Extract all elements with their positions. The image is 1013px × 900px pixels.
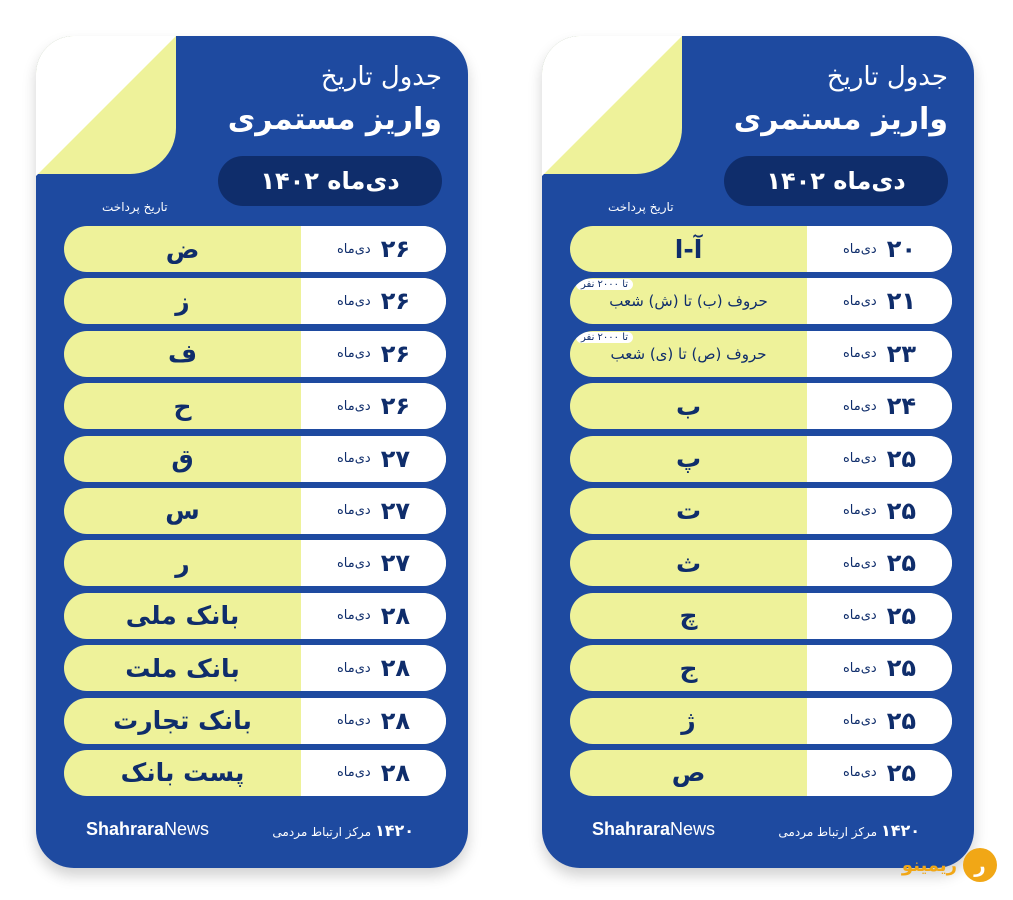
group-label-wrap (570, 278, 807, 324)
schedule-rows (64, 226, 446, 802)
schedule-row (64, 278, 446, 324)
group-label: ث (675, 548, 702, 578)
payment-date (807, 698, 952, 744)
payment-day: ۲۵ (886, 601, 916, 630)
group-label: ح (173, 391, 192, 421)
group-label: حروف (ص) تا (ی) شعب (610, 344, 767, 363)
schedule-row (570, 698, 952, 744)
payment-date-label: تاریخ پرداخت (102, 200, 168, 214)
schedule-row (570, 226, 952, 272)
payment-month: دی‌ماه (843, 241, 877, 257)
schedule-row (570, 750, 952, 796)
payment-month: دی‌ماه (337, 503, 371, 519)
group-label: ص (671, 758, 706, 788)
group-label: بانک تجارت (113, 706, 252, 736)
group-label: ق (171, 444, 194, 474)
payment-month: دی‌ماه (843, 293, 877, 309)
schedule-row (64, 540, 446, 586)
group-label: حروف (ب) تا (ش) شعب (609, 292, 768, 311)
payment-day: ۲۵ (886, 706, 916, 735)
brand-name-part2: News (164, 819, 210, 839)
payment-day: ۲۰ (886, 235, 916, 263)
group-label: ب (675, 391, 702, 421)
payment-day: ۲۸ (380, 654, 410, 683)
payment-month: دی‌ماه (337, 555, 371, 571)
schedule-row (64, 383, 446, 429)
card-title-line1: جدول تاریخ (826, 62, 948, 92)
footer-brand (592, 819, 715, 840)
schedule-row (570, 593, 952, 639)
contact-number: ۱۴۲۰ (880, 821, 920, 840)
payment-month: دی‌ماه (337, 451, 371, 467)
logo-text: ریمینو (901, 854, 957, 876)
group-label: ر (175, 548, 190, 578)
payment-day: ۲۵ (886, 444, 916, 473)
schedule-rows (570, 226, 952, 802)
footer-contact (272, 821, 414, 840)
payment-month: دی‌ماه (337, 293, 371, 309)
payment-date (301, 698, 446, 744)
payment-month: دی‌ماه (843, 555, 877, 571)
payment-date (807, 488, 952, 534)
brand-name-part1: Shahrara (592, 819, 671, 839)
group-label: پست بانک (120, 758, 245, 788)
payment-day: ۲۶ (380, 392, 410, 421)
payment-day: ۲۵ (886, 758, 916, 787)
payment-day: ۲۶ (380, 235, 410, 263)
contact-number: ۱۴۲۰ (374, 821, 414, 840)
group-label: س (165, 496, 200, 526)
footer-brand (86, 819, 209, 840)
capacity-note: تا ۲۰۰۰ نفر (576, 332, 633, 343)
payment-date (807, 226, 952, 272)
payment-date (301, 331, 446, 377)
brand-name-part2: News (670, 819, 716, 839)
group-label-wrap (570, 331, 807, 377)
payment-day: ۲۱ (886, 287, 916, 316)
schedule-row (64, 593, 446, 639)
payment-month: دی‌ماه (843, 451, 877, 467)
schedule-row (64, 226, 446, 272)
payment-month: دی‌ماه (843, 398, 877, 414)
payment-day: ۲۷ (380, 496, 410, 525)
capacity-note: تا ۲۰۰۰ نفر (576, 279, 633, 290)
schedule-row (570, 540, 952, 586)
payment-date (301, 645, 446, 691)
group-label: ج (679, 653, 698, 683)
payment-month: دی‌ماه (843, 713, 877, 729)
payment-month: دی‌ماه (337, 608, 371, 624)
group-label: آ-ا (674, 234, 703, 264)
schedule-row (570, 645, 952, 691)
schedule-row (570, 278, 952, 324)
payment-date (301, 226, 446, 272)
card-title-line1: جدول تاریخ (320, 62, 442, 92)
schedule-row (570, 331, 952, 377)
payment-month: دی‌ماه (337, 398, 371, 414)
payment-date (301, 278, 446, 324)
payment-month: دی‌ماه (843, 503, 877, 519)
schedule-card-right (542, 36, 974, 868)
payment-month: دی‌ماه (337, 660, 371, 676)
payment-day: ۲۷ (380, 549, 410, 578)
group-label: پ (675, 444, 702, 474)
payment-month: دی‌ماه (337, 713, 371, 729)
group-label: ف (167, 339, 198, 369)
card-title-line2: واریز مستمری (227, 102, 442, 137)
schedule-row (64, 645, 446, 691)
footer-contact (778, 821, 920, 840)
schedule-row (64, 436, 446, 482)
group-label: ض (165, 234, 200, 264)
schedule-row (570, 436, 952, 482)
payment-date (301, 436, 446, 482)
payment-date (301, 540, 446, 586)
page-fold-corner (542, 36, 682, 174)
payment-month: دی‌ماه (843, 608, 877, 624)
payment-date (807, 278, 952, 324)
brand-name-part1: Shahrara (86, 819, 165, 839)
payment-day: ۲۵ (886, 654, 916, 683)
payment-date (807, 436, 952, 482)
contact-center-label: مرکز ارتباط مردمی (778, 825, 878, 839)
payment-month: دی‌ماه (843, 346, 877, 362)
logo-icon: ر (963, 848, 997, 882)
payment-date (807, 750, 952, 796)
payment-month: دی‌ماه (843, 765, 877, 781)
watermark-logo (902, 848, 997, 882)
schedule-row (64, 331, 446, 377)
group-label: بانک ملی (125, 601, 240, 631)
payment-date (301, 750, 446, 796)
payment-date (807, 593, 952, 639)
payment-month: دی‌ماه (337, 346, 371, 362)
payment-day: ۲۸ (380, 706, 410, 735)
contact-center-label: مرکز ارتباط مردمی (272, 825, 372, 839)
schedule-row (64, 698, 446, 744)
schedule-row (570, 383, 952, 429)
payment-month: دی‌ماه (843, 660, 877, 676)
payment-date (807, 331, 952, 377)
payment-day: ۲۷ (380, 444, 410, 473)
page-fold-corner (36, 36, 176, 174)
payment-day: ۲۶ (380, 339, 410, 368)
group-label: چ (679, 601, 698, 631)
payment-day: ۲۵ (886, 549, 916, 578)
payment-date (301, 383, 446, 429)
month-badge: دی‌ماه ۱۴۰۲ (218, 156, 442, 206)
payment-date (301, 593, 446, 639)
payment-date (807, 540, 952, 586)
month-badge: دی‌ماه ۱۴۰۲ (724, 156, 948, 206)
payment-day: ۲۳ (886, 339, 916, 368)
payment-day: ۲۸ (380, 758, 410, 787)
payment-date (301, 488, 446, 534)
payment-day: ۲۶ (380, 287, 410, 316)
payment-date (807, 383, 952, 429)
payment-date-label: تاریخ پرداخت (608, 200, 674, 214)
group-label: ت (675, 496, 702, 526)
card-title-line2: واریز مستمری (733, 102, 948, 137)
group-label: ژ (681, 706, 696, 736)
payment-day: ۲۵ (886, 496, 916, 525)
group-label: بانک ملت (125, 653, 240, 683)
schedule-row (64, 488, 446, 534)
payment-date (807, 645, 952, 691)
payment-day: ۲۴ (886, 392, 916, 421)
payment-month: دی‌ماه (337, 241, 371, 257)
payment-day: ۲۸ (380, 601, 410, 630)
payment-month: دی‌ماه (337, 765, 371, 781)
schedule-card-left (36, 36, 468, 868)
schedule-row (64, 750, 446, 796)
schedule-row (570, 488, 952, 534)
group-label: ز (175, 286, 190, 316)
